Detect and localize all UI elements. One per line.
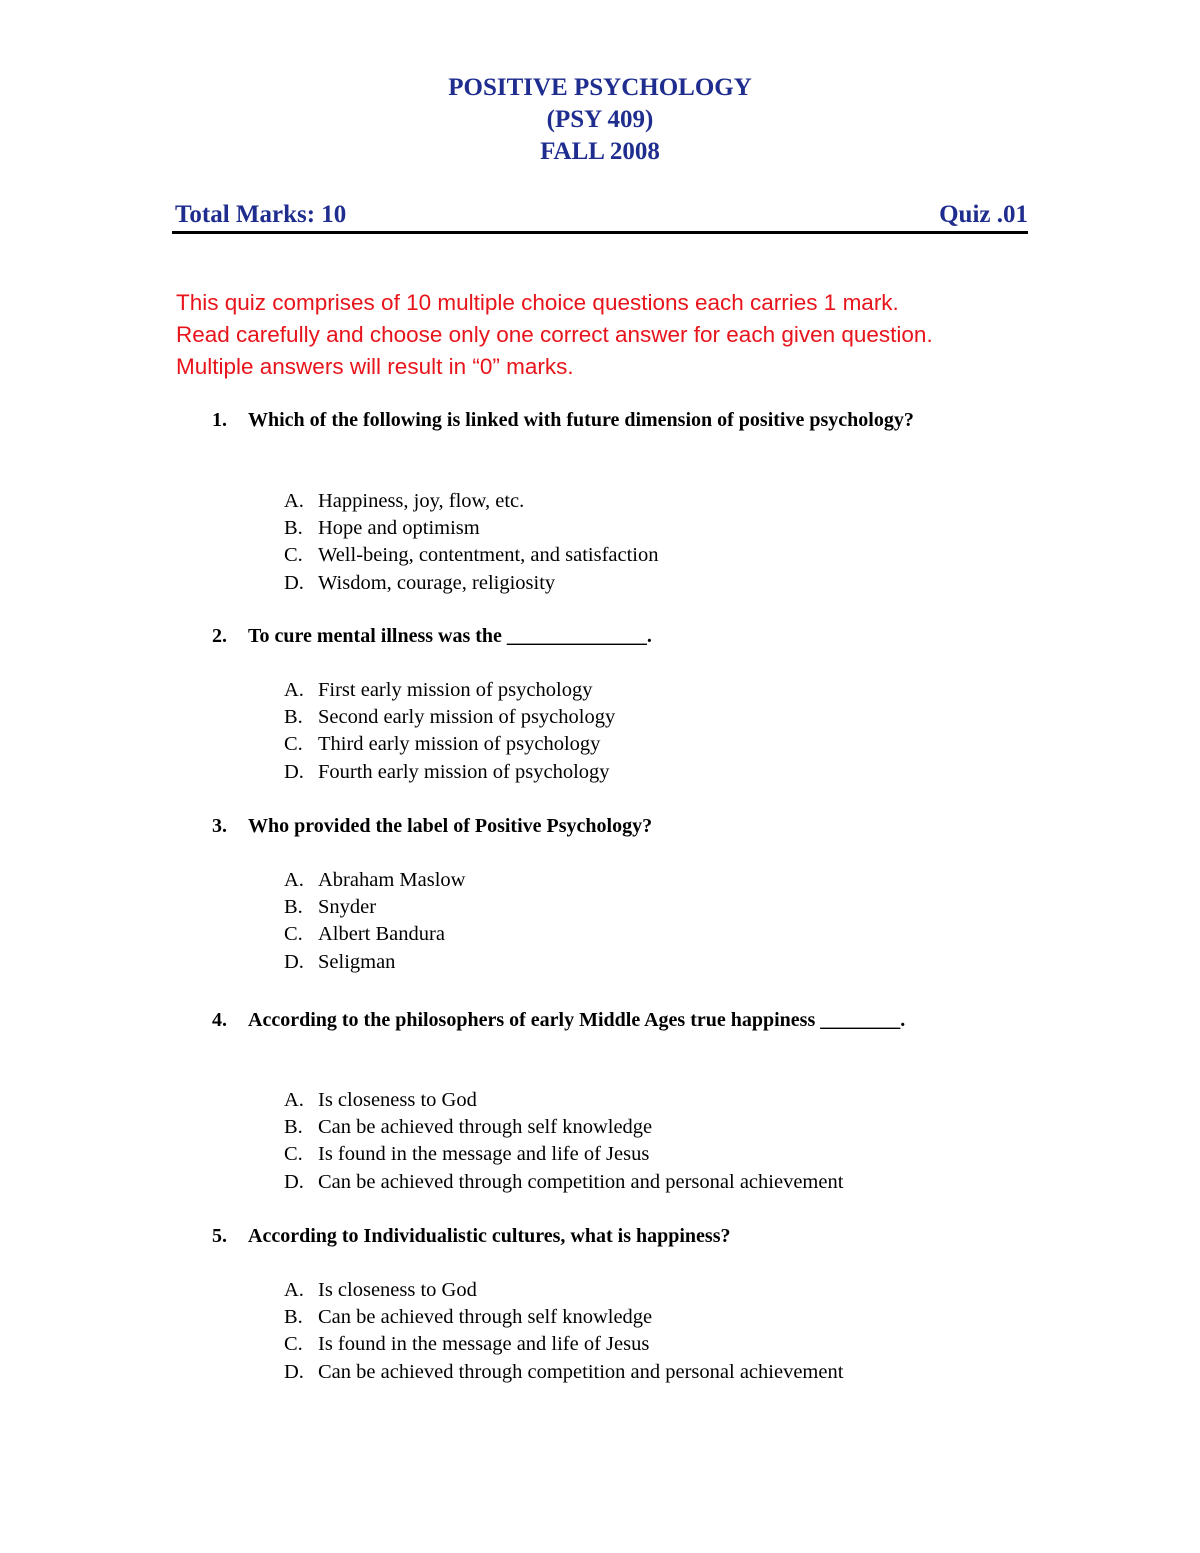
option-item[interactable]	[284, 1304, 984, 1331]
option-text: Wisdom, courage, religiosity	[318, 571, 556, 594]
quiz-instructions	[176, 287, 1026, 383]
question-number: 2.	[212, 625, 227, 647]
option-letter: D.	[284, 760, 304, 783]
option-item[interactable]	[284, 515, 984, 542]
option-item[interactable]	[284, 1114, 984, 1141]
option-letter: B.	[284, 1306, 303, 1329]
option-text: Hope and optimism	[318, 517, 480, 540]
option-text: Can be achieved through self knowledge	[318, 1306, 653, 1329]
course-title: POSITIVE PSYCHOLOGY	[448, 74, 752, 101]
option-item[interactable]	[284, 1087, 984, 1114]
option-list	[284, 867, 984, 976]
option-list	[284, 1277, 984, 1386]
option-letter: C.	[284, 923, 303, 946]
header-divider	[172, 231, 1028, 234]
option-letter: A.	[284, 1089, 304, 1111]
option-item[interactable]	[284, 1169, 984, 1196]
option-letter: D.	[284, 571, 304, 594]
option-item[interactable]	[284, 542, 984, 569]
option-text: Second early mission of psychology	[318, 706, 616, 729]
option-letter: A.	[284, 869, 304, 891]
option-text: Can be achieved through competition and personal achievement	[318, 1170, 844, 1193]
option-text: Happiness, joy, flow, etc.	[318, 490, 525, 512]
option-text: Is found in the message and life of Jesus	[318, 1333, 650, 1356]
option-letter: B.	[284, 517, 303, 540]
course-code: (PSY 409)	[546, 106, 654, 133]
document-header	[0, 72, 1200, 168]
option-text: Seligman	[318, 950, 396, 973]
question-number: 5.	[212, 1225, 227, 1247]
option-letter: D.	[284, 1170, 304, 1193]
option-item[interactable]	[284, 949, 984, 976]
option-item[interactable]	[284, 1277, 984, 1304]
option-text: Can be achieved through competition and personal achievement	[318, 1360, 844, 1383]
option-list	[284, 677, 984, 786]
option-letter: A.	[284, 679, 304, 701]
term-label: FALL 2008	[540, 138, 660, 165]
option-text: Third early mission of psychology	[318, 733, 601, 756]
question-number: 1.	[212, 409, 227, 431]
option-item[interactable]	[284, 894, 984, 921]
option-item[interactable]	[284, 1141, 984, 1168]
option-letter: B.	[284, 1116, 303, 1139]
instruction-line: This quiz comprises of 10 multiple choice questions each carries 1 mark.	[176, 290, 899, 315]
option-text: Can be achieved through self knowledge	[318, 1116, 653, 1139]
option-item[interactable]	[284, 759, 984, 786]
question-text: According to the philosophers of early Middle Ages true happiness ________.	[248, 1009, 906, 1031]
option-item[interactable]	[284, 1359, 984, 1386]
instruction-line: Multiple answers will result in “0” marks.	[176, 354, 574, 379]
question-number: 4.	[212, 1009, 227, 1031]
option-text: Abraham Maslow	[318, 869, 466, 891]
question-text: According to Individualistic cultures, what is happiness?	[248, 1225, 731, 1247]
marks-row	[175, 200, 1028, 230]
quiz-number-label: Quiz .01	[939, 201, 1028, 228]
option-letter: A.	[284, 1279, 304, 1301]
option-item[interactable]	[284, 731, 984, 758]
option-text: Is closeness to God	[318, 1089, 477, 1111]
option-text: Albert Bandura	[318, 923, 445, 946]
option-letter: C.	[284, 733, 303, 756]
option-item[interactable]	[284, 677, 984, 704]
option-text: Well-being, contentment, and satisfaction	[318, 544, 659, 567]
option-list	[284, 488, 984, 597]
option-item[interactable]	[284, 704, 984, 731]
option-text: Fourth early mission of psychology	[318, 760, 610, 783]
question-text: Which of the following is linked with future dimension of positive psychology?	[248, 409, 914, 431]
option-letter: B.	[284, 706, 303, 729]
option-letter: D.	[284, 1360, 304, 1383]
option-item[interactable]	[284, 488, 984, 515]
question-text: To cure mental illness was the ______________.	[248, 625, 652, 647]
instruction-line: Read carefully and choose only one correct answer for each given question.	[176, 322, 933, 347]
question-number: 3.	[212, 815, 227, 837]
option-item[interactable]	[284, 1331, 984, 1358]
option-text: Snyder	[318, 896, 377, 919]
option-text: First early mission of psychology	[318, 679, 593, 701]
question-text: Who provided the label of Positive Psychology?	[248, 815, 653, 837]
option-item[interactable]	[284, 570, 984, 597]
option-letter: B.	[284, 896, 303, 919]
option-letter: C.	[284, 1333, 303, 1356]
option-letter: D.	[284, 950, 304, 973]
total-marks-label: Total Marks: 10	[175, 201, 347, 228]
option-list	[284, 1087, 984, 1196]
option-item[interactable]	[284, 867, 984, 894]
option-letter: A.	[284, 490, 304, 512]
option-text: Is found in the message and life of Jesus	[318, 1143, 650, 1166]
option-letter: C.	[284, 1143, 303, 1166]
option-letter: C.	[284, 544, 303, 567]
option-item[interactable]	[284, 921, 984, 948]
option-text: Is closeness to God	[318, 1279, 477, 1301]
